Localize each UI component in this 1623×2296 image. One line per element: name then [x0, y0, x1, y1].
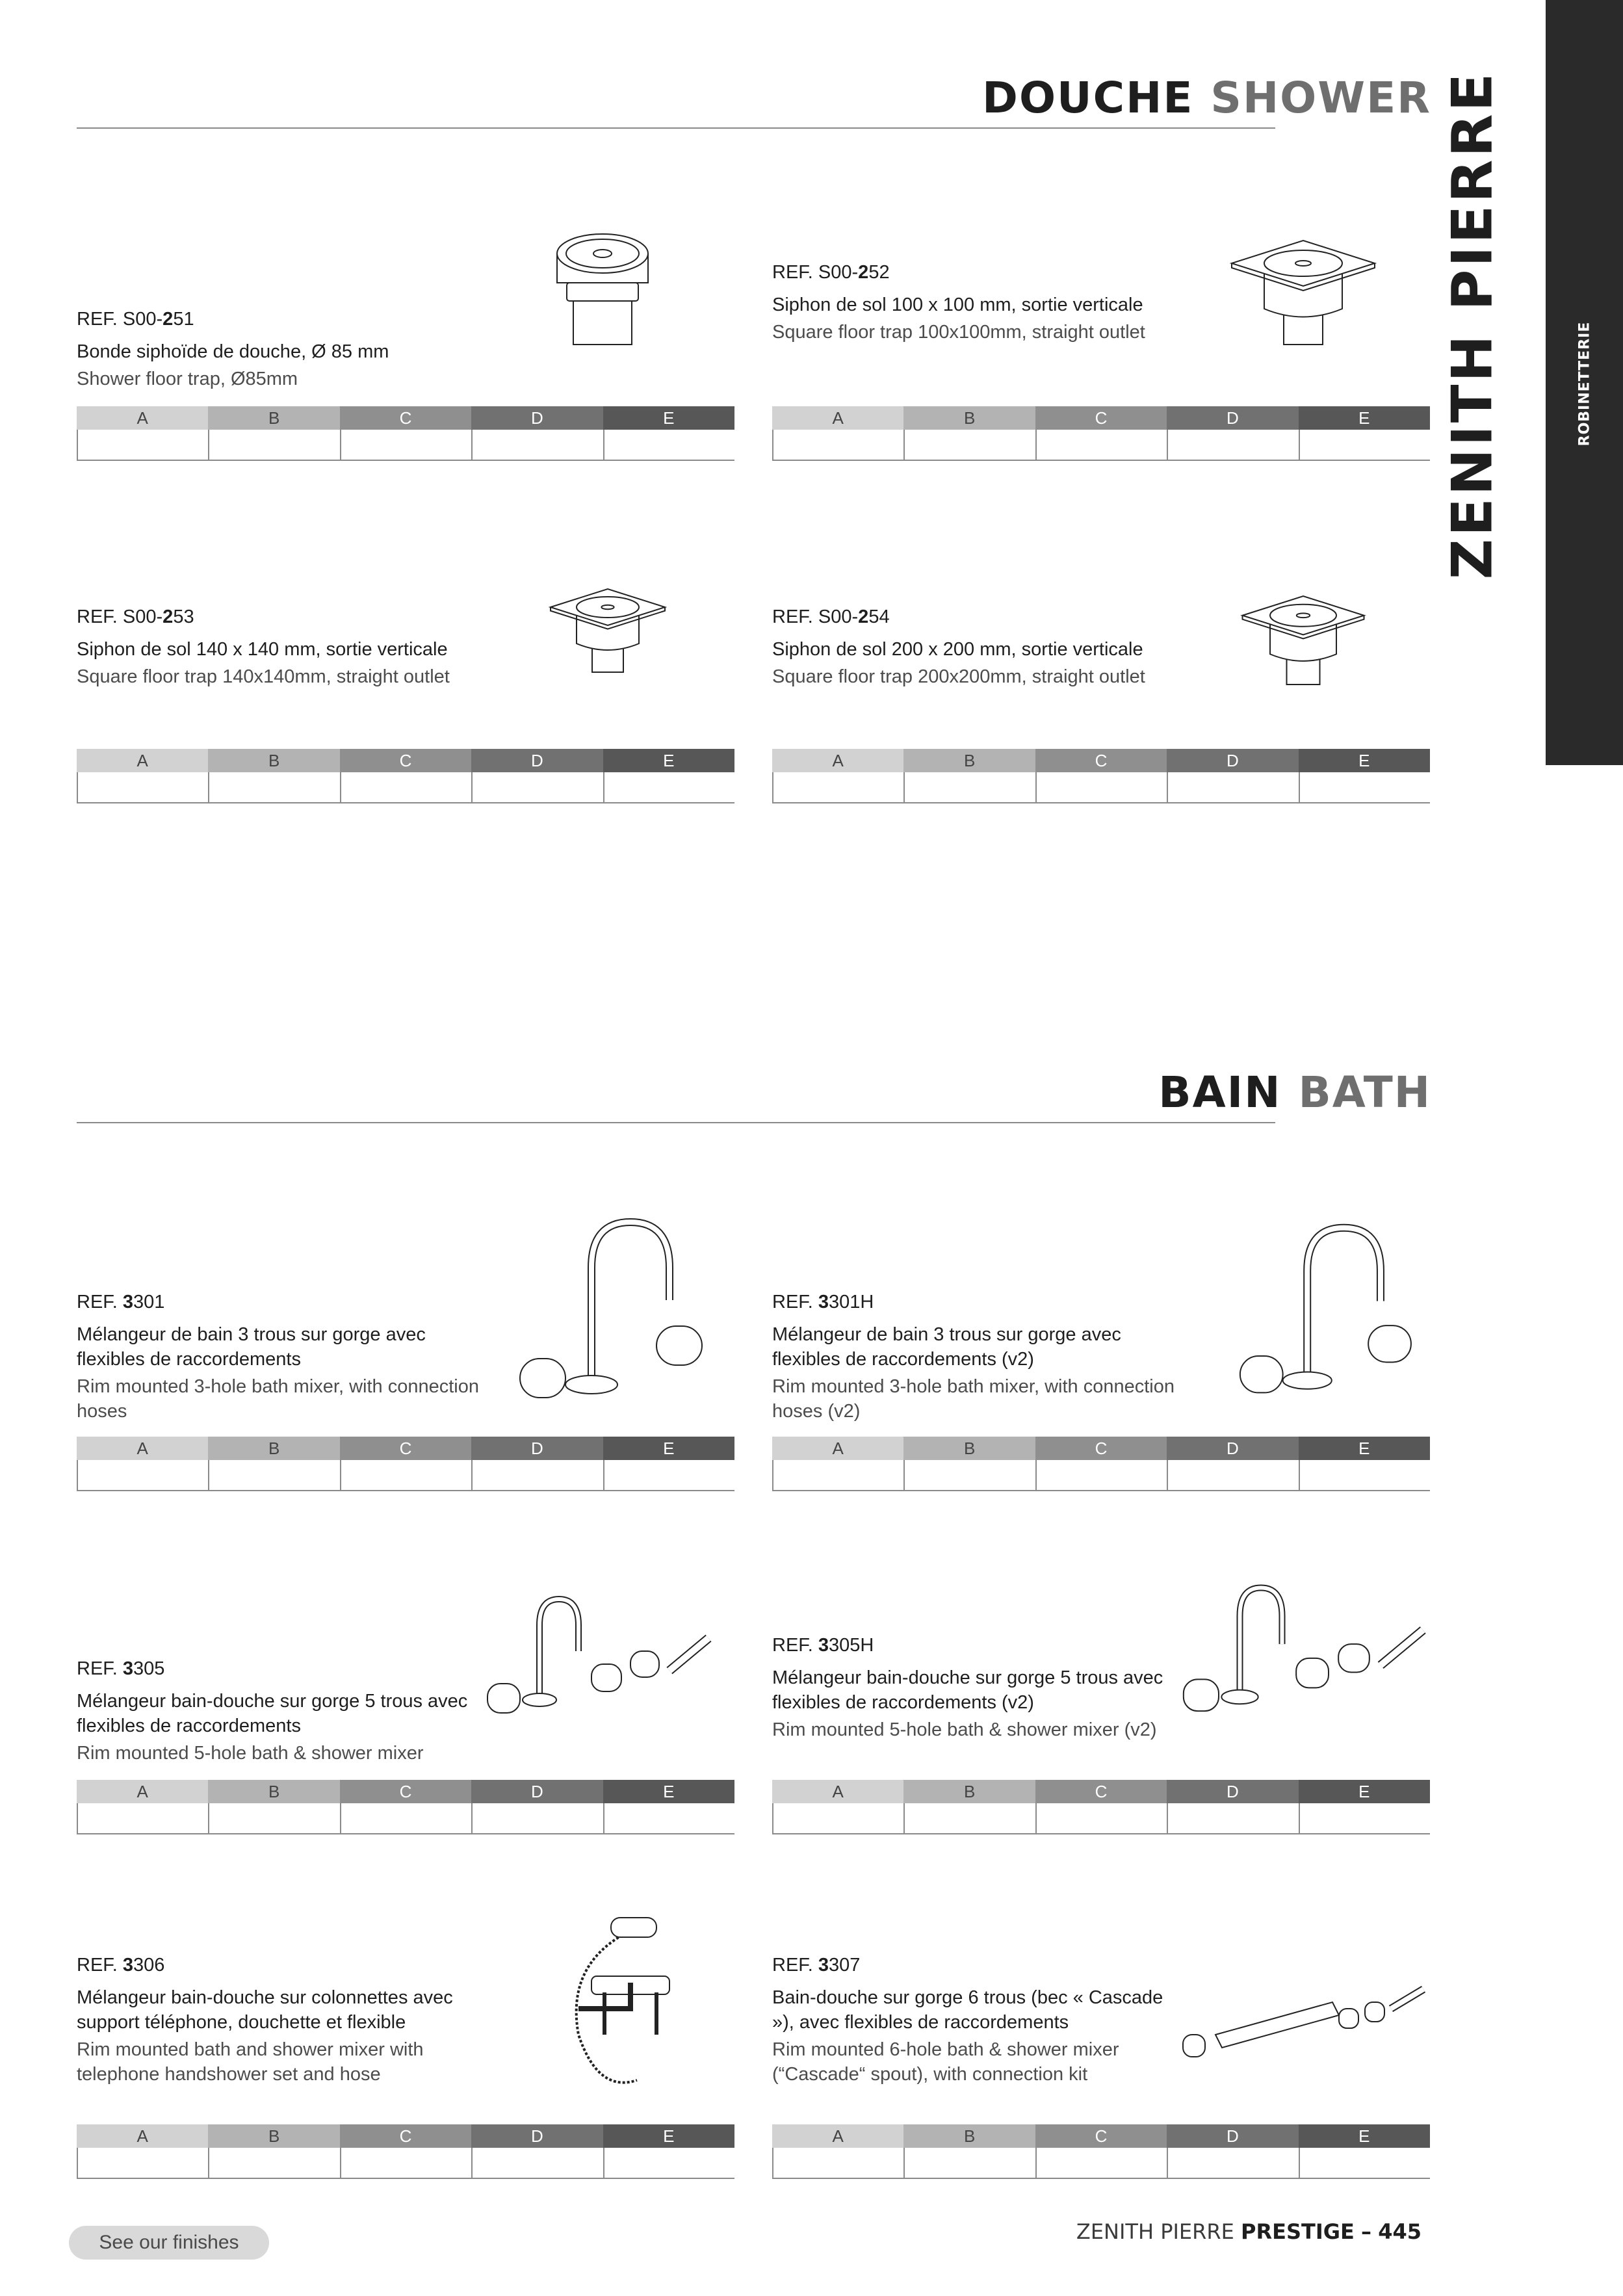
ref-prefix: REF.: [772, 1635, 818, 1656]
grade-c-cell: [1035, 772, 1167, 802]
grade-c-header: C: [340, 2124, 471, 2148]
grade-e-cell: [603, 2148, 734, 2178]
grade-e-cell: [603, 1460, 734, 1490]
ref-bold: 3: [818, 1955, 829, 1976]
grade-d-cell: [1167, 430, 1298, 460]
ref-prefix: REF.: [77, 1658, 123, 1679]
grade-a-header: A: [772, 2124, 903, 2148]
description-en: Rim mounted 3-hole bath mixer, with connection hoses (v2): [772, 1376, 1175, 1422]
ref-bold: 2: [162, 607, 174, 627]
footer-page-label: [1076, 2219, 1422, 2244]
grade-b-header: B: [208, 1437, 339, 1460]
section-rule: [77, 127, 1275, 129]
grade-value-row: [772, 430, 1430, 461]
grade-b-header: B: [208, 2124, 339, 2148]
grade-c-cell: [340, 772, 471, 802]
grade-b-header: B: [903, 1437, 1035, 1460]
grade-d-header: D: [1167, 1437, 1298, 1460]
grade-c-cell: [340, 430, 471, 460]
grade-a-header: A: [772, 1780, 903, 1803]
ref-prefix: REF.: [772, 1292, 818, 1312]
grade-e-cell: [1299, 772, 1430, 802]
grade-b-cell: [903, 1803, 1035, 1833]
ref-suffix: 53: [173, 607, 194, 627]
product-description: [77, 1656, 480, 1766]
grade-c-cell: [340, 1460, 471, 1490]
finish-grade-table: [77, 1780, 734, 1834]
grade-c-cell: [1035, 1460, 1167, 1490]
grade-c-header: C: [1035, 1437, 1167, 1460]
grade-d-header: D: [471, 2124, 603, 2148]
grade-b-cell: [208, 430, 339, 460]
product-ref: [77, 1656, 480, 1681]
grade-c-cell: [340, 2148, 471, 2178]
description-fr: Mélangeur de bain 3 trous sur gorge avec flexibles de raccordements (v2): [772, 1324, 1121, 1370]
description-en: Rim mounted 6-hole bath & shower mixer (“Cascade“ spout), with connection kit: [772, 2039, 1119, 2085]
finish-grade-table: [772, 2124, 1430, 2179]
section-title-en: SHOWER: [1210, 73, 1431, 123]
product-description: [77, 307, 480, 391]
grade-b-cell: [208, 772, 339, 802]
ref-bold: 2: [162, 309, 174, 330]
grade-c-header: C: [1035, 406, 1167, 430]
description-fr: Mélangeur de bain 3 trous sur gorge avec flexibles de raccordements: [77, 1324, 426, 1370]
grade-a-cell: [77, 772, 208, 802]
grade-d-header: D: [471, 406, 603, 430]
grade-value-row: [772, 2148, 1430, 2179]
grade-b-cell: [208, 1460, 339, 1490]
section-title-en: BATH: [1298, 1067, 1431, 1117]
footer-separator: –: [1361, 2219, 1372, 2244]
product-ref: [772, 1953, 1175, 1977]
product-description: [772, 605, 1175, 689]
grade-b-cell: [208, 2148, 339, 2178]
square-floor-trap-icon: [1176, 585, 1430, 699]
finish-grade-table: [77, 406, 734, 461]
description-fr: Bonde siphoïde de douche, Ø 85 mm: [77, 341, 389, 362]
grade-d-header: D: [1167, 406, 1298, 430]
product-description: [772, 1953, 1175, 2087]
grade-e-cell: [603, 1803, 734, 1833]
grade-e-header: E: [603, 1780, 734, 1803]
product-description: [772, 260, 1175, 345]
grade-e-header: E: [603, 749, 734, 772]
grade-d-cell: [1167, 2148, 1298, 2178]
grade-header-row: [77, 1780, 734, 1803]
grade-e-cell: [1299, 2148, 1430, 2178]
grade-header-row: [77, 1437, 734, 1460]
grade-d-cell: [1167, 1460, 1298, 1490]
cascade-bath-mixer-icon: [1176, 1963, 1430, 2077]
grade-d-header: D: [1167, 1780, 1298, 1803]
ref-bold: 3: [818, 1292, 829, 1312]
grade-value-row: [77, 1803, 734, 1834]
grade-b-header: B: [208, 1780, 339, 1803]
grade-e-cell: [1299, 430, 1430, 460]
grade-b-header: B: [903, 1780, 1035, 1803]
brand-vertical-title: ZENITH PIERRE: [1440, 70, 1505, 580]
grade-value-row: [772, 1803, 1430, 1834]
grade-c-header: C: [340, 1780, 471, 1803]
finish-grade-table: [772, 1780, 1430, 1834]
grade-c-header: C: [1035, 2124, 1167, 2148]
grade-b-cell: [208, 1803, 339, 1833]
grade-value-row: [77, 2148, 734, 2179]
product-description: [772, 1290, 1175, 1424]
finish-grade-table: [77, 1437, 734, 1491]
square-floor-trap-icon: [1228, 228, 1378, 361]
side-tab-label: ROBINETTERIE: [1576, 321, 1593, 446]
finish-grade-table: [772, 749, 1430, 803]
finish-grade-table: [77, 749, 734, 803]
description-fr: Mélangeur bain-douche sur colonnettes avec support téléphone, douchette et flexible: [77, 1987, 453, 2033]
ref-suffix: 51: [173, 309, 194, 330]
ref-bold: 3: [122, 1292, 134, 1312]
grade-a-cell: [772, 1803, 903, 1833]
grade-b-cell: [903, 1460, 1035, 1490]
grade-e-header: E: [1299, 749, 1430, 772]
bath-mixer-icon: [494, 1209, 715, 1427]
grade-e-header: E: [603, 406, 734, 430]
section-title-shower: [982, 73, 1431, 123]
description-en: Square floor trap 140x140mm, straight outlet: [77, 666, 450, 687]
grade-b-cell: [903, 430, 1035, 460]
grade-c-header: C: [340, 406, 471, 430]
grade-d-header: D: [1167, 749, 1298, 772]
ref-bold: 3: [122, 1658, 134, 1679]
footer-brand: ZENITH PIERRE: [1076, 2219, 1234, 2244]
grade-d-cell: [1167, 772, 1298, 802]
section-title-fr: DOUCHE: [982, 73, 1194, 123]
see-finishes-button[interactable]: See our finishes: [69, 2226, 269, 2260]
grade-value-row: [77, 1460, 734, 1491]
grade-e-cell: [603, 772, 734, 802]
section-title-fr: BAIN: [1158, 1067, 1282, 1117]
finish-grade-table: [77, 2124, 734, 2179]
grade-b-header: B: [208, 749, 339, 772]
grade-e-header: E: [1299, 2124, 1430, 2148]
grade-a-cell: [77, 430, 208, 460]
ref-bold: 2: [858, 262, 869, 283]
grade-e-cell: [1299, 1803, 1430, 1833]
grade-d-header: D: [471, 1437, 603, 1460]
ref-suffix: 301: [133, 1292, 165, 1312]
grade-b-header: B: [903, 406, 1035, 430]
ref-suffix: 301H: [829, 1292, 874, 1312]
product-ref: [772, 260, 1175, 285]
grade-c-header: C: [340, 1437, 471, 1460]
product-ref: [772, 1633, 1175, 1658]
grade-e-header: E: [1299, 1437, 1430, 1460]
grade-a-cell: [772, 430, 903, 460]
description-fr: Bain-douche sur gorge 6 trous (bec « Cascade »), avec flexibles de raccordements: [772, 1987, 1163, 2033]
grade-c-header: C: [1035, 1780, 1167, 1803]
product-ref: [77, 1290, 480, 1314]
grade-e-header: E: [603, 1437, 734, 1460]
grade-c-header: C: [340, 749, 471, 772]
grade-d-cell: [471, 2148, 603, 2178]
telephone-bath-mixer-icon: [552, 1905, 702, 2103]
grade-header-row: [77, 406, 734, 430]
ref-suffix: 52: [868, 262, 890, 283]
description-en: Rim mounted 5-hole bath & shower mixer (v2): [772, 1719, 1157, 1740]
page-number: 445: [1378, 2219, 1422, 2244]
product-ref: [77, 1953, 480, 1977]
ref-bold: 2: [858, 607, 869, 627]
footer-collection: PRESTIGE: [1241, 2219, 1355, 2244]
grade-a-cell: [772, 2148, 903, 2178]
product-ref: [772, 1290, 1175, 1314]
grade-value-row: [772, 1460, 1430, 1491]
grade-a-header: A: [77, 406, 208, 430]
product-description: [77, 605, 480, 689]
grade-d-header: D: [471, 749, 603, 772]
grade-e-cell: [603, 430, 734, 460]
bath-shower-mixer-icon: [481, 1586, 715, 1732]
grade-d-cell: [1167, 1803, 1298, 1833]
grade-e-cell: [1299, 1460, 1430, 1490]
ref-prefix: REF. S00-: [77, 309, 163, 330]
grade-d-header: D: [1167, 2124, 1298, 2148]
finish-grade-table: [772, 406, 1430, 461]
grade-c-cell: [340, 1803, 471, 1833]
product-description: [77, 1953, 480, 2087]
ref-prefix: REF.: [772, 1955, 818, 1976]
grade-e-header: E: [1299, 1780, 1430, 1803]
grade-value-row: [77, 772, 734, 803]
ref-suffix: 306: [133, 1955, 165, 1976]
description-fr: Siphon de sol 100 x 100 mm, sortie verticale: [772, 294, 1143, 315]
round-floor-trap-icon: [554, 221, 651, 354]
product-ref: [77, 605, 480, 629]
description-en: Rim mounted bath and shower mixer with telephone handshower set and hose: [77, 2039, 424, 2085]
grade-d-cell: [471, 1803, 603, 1833]
grade-header-row: [772, 2124, 1430, 2148]
grade-d-header: D: [471, 1780, 603, 1803]
ref-prefix: REF.: [77, 1292, 123, 1312]
grade-b-header: B: [903, 749, 1035, 772]
ref-prefix: REF. S00-: [772, 262, 859, 283]
grade-a-cell: [77, 2148, 208, 2178]
grade-header-row: [772, 1780, 1430, 1803]
grade-a-cell: [77, 1803, 208, 1833]
description-fr: Mélangeur bain-douche sur gorge 5 trous avec flexibles de raccordements (v2): [772, 1667, 1163, 1713]
ref-suffix: 54: [868, 607, 890, 627]
grade-a-header: A: [772, 406, 903, 430]
ref-prefix: REF. S00-: [77, 607, 163, 627]
grade-value-row: [772, 772, 1430, 803]
bath-shower-mixer-icon: [1176, 1567, 1430, 1739]
product-ref: [77, 307, 480, 332]
grade-a-cell: [77, 1460, 208, 1490]
grade-a-header: A: [77, 749, 208, 772]
section-rule: [77, 1122, 1275, 1123]
grade-a-header: A: [77, 2124, 208, 2148]
description-fr: Siphon de sol 200 x 200 mm, sortie verticale: [772, 639, 1143, 660]
grade-e-header: E: [603, 2124, 734, 2148]
grade-d-cell: [471, 430, 603, 460]
grade-value-row: [77, 430, 734, 461]
grade-a-cell: [772, 772, 903, 802]
description-en: Rim mounted 3-hole bath mixer, with connection hoses: [77, 1376, 479, 1422]
grade-a-header: A: [77, 1437, 208, 1460]
description-en: Square floor trap 100x100mm, straight outlet: [772, 322, 1145, 343]
grade-c-cell: [1035, 2148, 1167, 2178]
grade-a-header: A: [772, 749, 903, 772]
grade-e-header: E: [1299, 406, 1430, 430]
description-fr: Siphon de sol 140 x 140 mm, sortie verticale: [77, 639, 448, 660]
ref-bold: 3: [818, 1635, 829, 1656]
grade-d-cell: [471, 1460, 603, 1490]
product-description: [772, 1633, 1175, 1742]
square-floor-trap-icon: [507, 579, 708, 686]
ref-prefix: REF.: [77, 1955, 123, 1976]
grade-header-row: [772, 1437, 1430, 1460]
grade-header-row: [77, 2124, 734, 2148]
product-description: [77, 1290, 480, 1424]
grade-b-header: B: [903, 2124, 1035, 2148]
ref-suffix: 305H: [829, 1635, 874, 1656]
grade-b-cell: [903, 2148, 1035, 2178]
grade-a-cell: [772, 1460, 903, 1490]
grade-c-cell: [1035, 1803, 1167, 1833]
description-fr: Mélangeur bain-douche sur gorge 5 trous avec flexibles de raccordements: [77, 1691, 468, 1736]
grade-b-header: B: [208, 406, 339, 430]
ref-bold: 3: [122, 1955, 134, 1976]
grade-header-row: [772, 749, 1430, 772]
ref-prefix: REF. S00-: [772, 607, 859, 627]
ref-suffix: 305: [133, 1658, 165, 1679]
grade-header-row: [772, 406, 1430, 430]
ref-suffix: 307: [829, 1955, 861, 1976]
description-en: Square floor trap 200x200mm, straight outlet: [772, 666, 1145, 687]
grade-a-header: A: [772, 1437, 903, 1460]
grade-b-cell: [903, 772, 1035, 802]
grade-a-header: A: [77, 1780, 208, 1803]
finish-grade-table: [772, 1437, 1430, 1491]
section-title-bath: [1158, 1067, 1431, 1117]
bath-mixer-icon: [1209, 1216, 1430, 1420]
description-en: Shower floor trap, Ø85mm: [77, 369, 298, 389]
grade-c-header: C: [1035, 749, 1167, 772]
grade-d-cell: [471, 772, 603, 802]
product-ref: [772, 605, 1175, 629]
grade-header-row: [77, 749, 734, 772]
description-en: Rim mounted 5-hole bath & shower mixer: [77, 1743, 424, 1764]
grade-c-cell: [1035, 430, 1167, 460]
